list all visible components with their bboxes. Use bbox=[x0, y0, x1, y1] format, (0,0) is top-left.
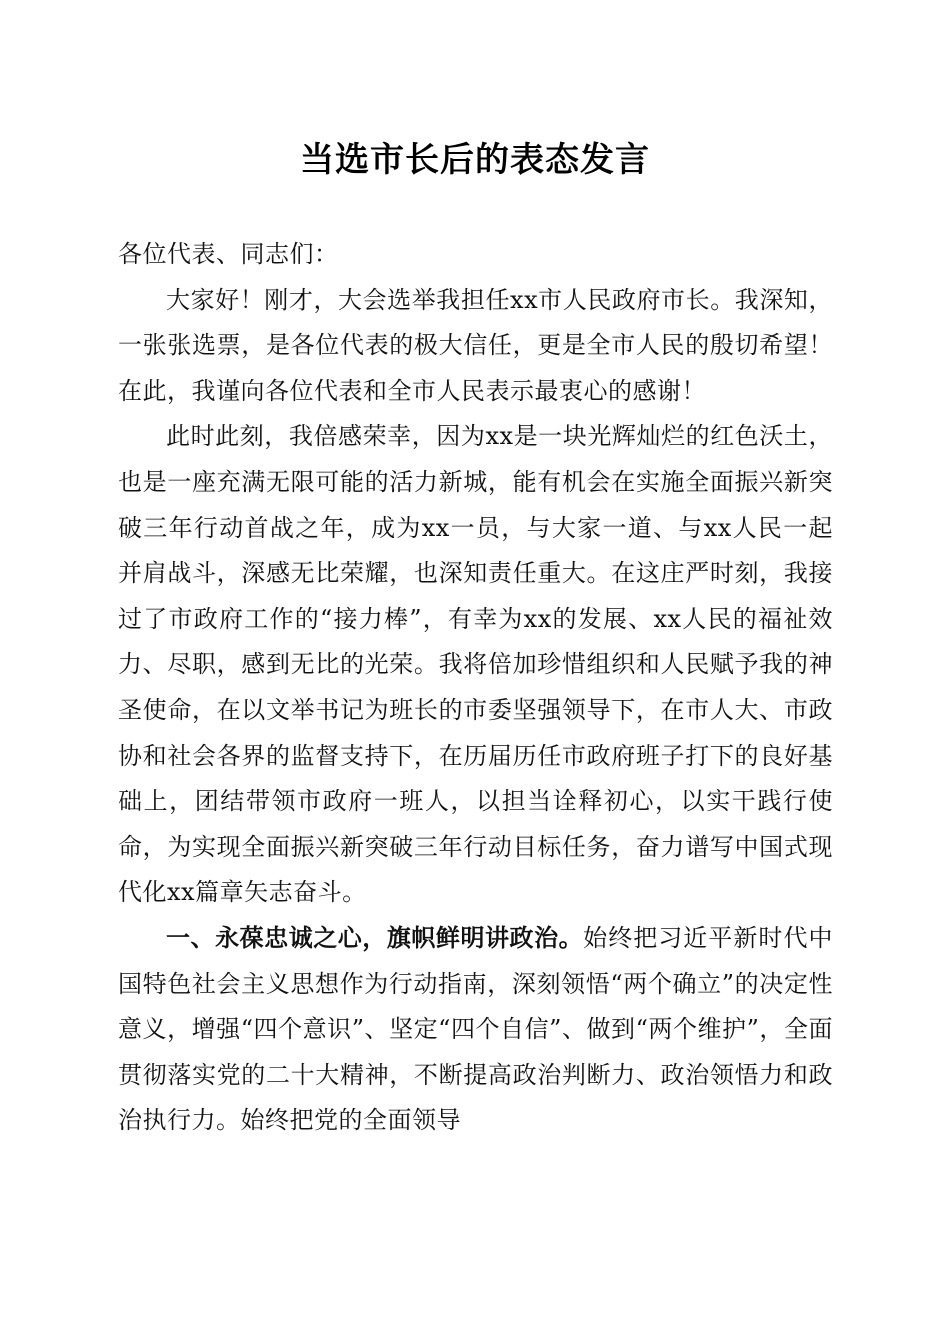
section-1-heading: 一、永葆忠诚之心，旗帜鲜明讲政治。 bbox=[166, 923, 584, 952]
document-body bbox=[118, 232, 833, 1144]
salutation: 各位代表、同志们： bbox=[118, 240, 339, 268]
paragraph-section-1 bbox=[118, 916, 833, 1144]
paragraph-greeting: 大家好！刚才，大会选举我担任xx市人民政府市长。我深知，一张张选票，是各位代表的极大信任，更是全市人民的殷切希望！在此，我谨向各位代表和全市人民表示最衷心的感谢！ bbox=[118, 285, 833, 405]
document-title: 当选市长后的表态发言 bbox=[300, 140, 650, 180]
section-1-text: 始终把习近平新时代中国特色社会主义思想作为行动指南，深刻领悟“两个确立”的决定性意义，增强“四个意识”、坚定“四个自信”、做到“两个维护”，全面贯彻落实党的二十大精神，不断提高政治判断力、政治领悟力和政治执行力。始终把党的全面领导 bbox=[118, 923, 834, 1135]
paragraph-commitment: 此时此刻，我倍感荣幸，因为xx是一块光辉灿烂的红色沃土，也是一座充满无限可能的活力新城，能有机会在实施全面振兴新突破三年行动首战之年，成为xx一员，与大家一道、与xx人民一起并肩战斗，深感无比荣耀，也深知责任重大。在这庄严时刻，我接过了市政府工作的“接力棒”，有幸为xx的发展、xx人民的福祉效力、尽职，感到无比的光荣。我将倍加珍惜组织和人民赋予我的神圣使命，在以文举书记为班长的市委坚强领导下，在市人大、市政协和社会各界的监督支持下，在历届历任市政府班子打下的良好基础上，团结带领市政府一班人，以担当诠释初心，以实干践行使命，为实现全面振兴新突破三年行动目标任务，奋力谱写中国式现代化xx篇章矢志奋斗。 bbox=[118, 422, 833, 907]
